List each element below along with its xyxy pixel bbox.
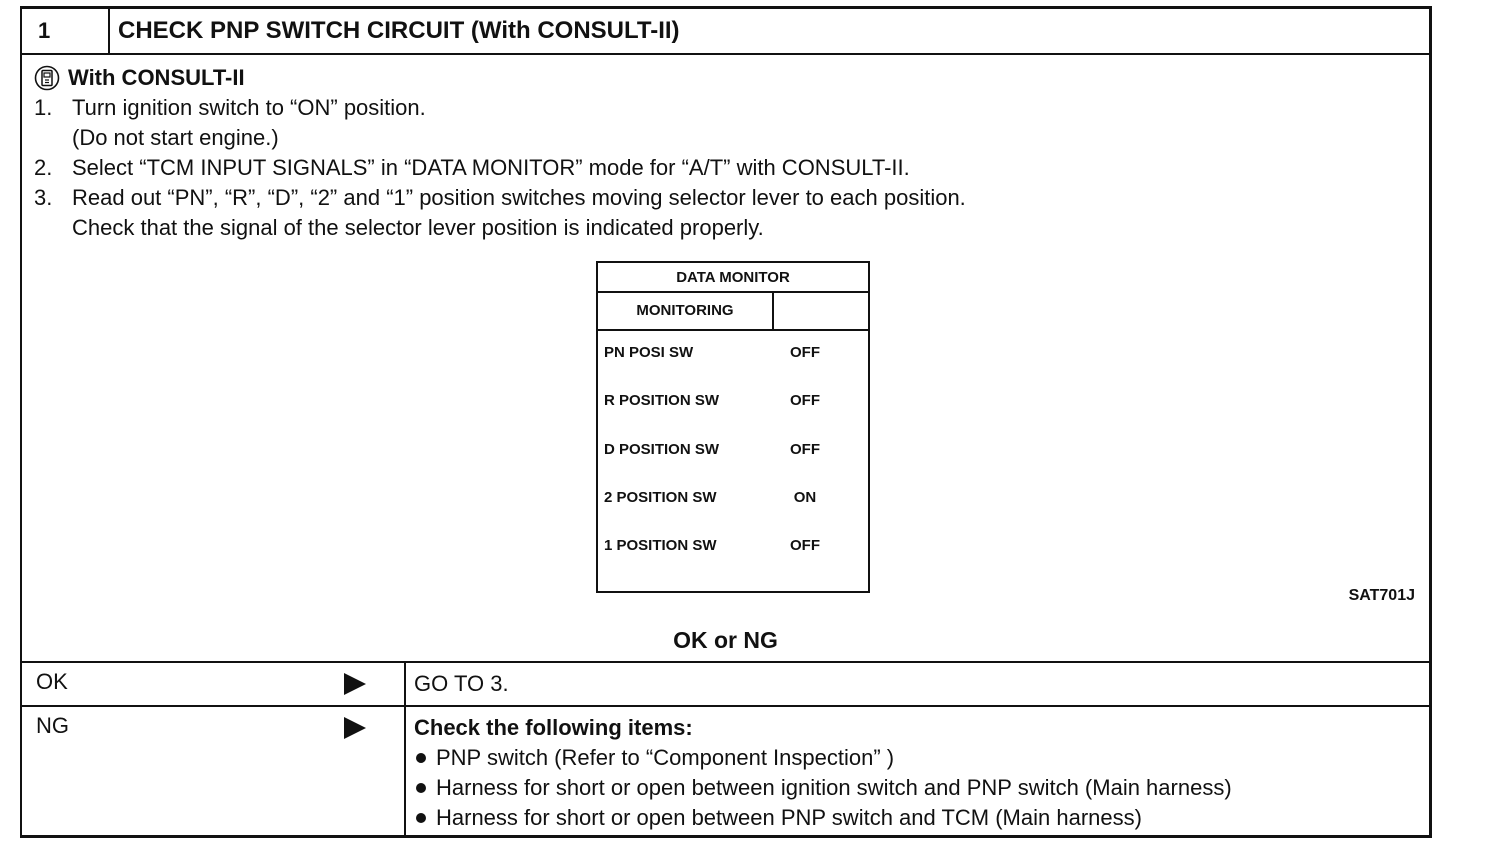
step-3	[34, 183, 966, 213]
ng-check-item	[414, 773, 1232, 803]
monitor-row-2-position-sw	[604, 488, 864, 508]
monitor-row-d-position-sw	[604, 440, 864, 460]
monitor-row-pn-posi-sw	[604, 343, 864, 363]
step-3-text: Read out “PN”, “R”, “D”, “2” and “1” position switches moving selector lever to each position.	[72, 185, 966, 210]
monitor-item-value: OFF	[790, 392, 820, 409]
mode-label: With CONSULT-II	[68, 65, 245, 90]
monitor-item-name: R POSITION SW	[604, 392, 720, 409]
monitor-item-value: OFF	[790, 537, 820, 554]
monitor-item-name: PN POSI SW	[604, 344, 694, 361]
ng-check-item-text: Harness for short or open between ignition switch and PNP switch (Main harness)	[436, 775, 1232, 800]
mode-line	[34, 63, 966, 93]
monitor-row-r-position-sw	[604, 391, 864, 411]
result-ng-content	[414, 713, 1232, 833]
step-2-text: Select “TCM INPUT SIGNALS” in “DATA MONITOR” mode for “A/T” with CONSULT-II.	[72, 155, 910, 180]
monitor-item-value: OFF	[790, 344, 820, 361]
step-3-number: 3.	[34, 185, 53, 210]
monitor-item-name: 1 POSITION SW	[604, 537, 717, 554]
result-row-ng	[22, 705, 1429, 835]
ng-check-item-text: PNP switch (Refer to “Component Inspection” )	[436, 745, 895, 770]
bullet-icon	[416, 753, 426, 763]
consult-tester-icon	[34, 65, 60, 91]
bullet-icon	[416, 813, 426, 823]
column-divider	[404, 707, 406, 835]
step-1-number: 1.	[34, 95, 53, 120]
ng-check-item	[414, 803, 1232, 833]
judgement-label: OK or NG	[673, 627, 778, 653]
step-1-text: Turn ignition switch to “ON” position.	[72, 95, 426, 120]
monitor-row-1-position-sw	[604, 536, 864, 556]
ng-check-item-text: Harness for short or open between PNP switch and TCM (Main harness)	[436, 805, 1142, 830]
result-ng-label: NG	[36, 713, 69, 738]
step-1	[34, 93, 966, 123]
result-ok-label: OK	[36, 669, 68, 694]
arrow-right-icon	[344, 717, 366, 739]
monitor-item-name: D POSITION SW	[604, 441, 720, 458]
procedure-body	[34, 63, 966, 243]
step-2-number: 2.	[34, 155, 53, 180]
procedure-table	[20, 6, 1432, 838]
monitor-item-name: 2 POSITION SW	[604, 489, 717, 506]
monitoring-label: MONITORING	[598, 293, 774, 329]
result-row-ok	[22, 661, 1429, 707]
bullet-icon	[416, 783, 426, 793]
data-monitor-title: DATA MONITOR	[598, 263, 868, 293]
data-monitor-subheader	[598, 293, 868, 331]
header-row	[22, 9, 1429, 55]
ng-heading: Check the following items:	[414, 715, 693, 740]
step-title: CHECK PNP SWITCH CIRCUIT (With CONSULT-II)	[118, 17, 680, 44]
column-divider	[404, 663, 406, 707]
data-monitor-screen	[596, 261, 870, 593]
arrow-right-icon	[344, 673, 366, 695]
ng-check-item	[414, 743, 1232, 773]
monitor-item-value: ON	[793, 489, 817, 506]
step-1-continuation: (Do not start engine.)	[72, 125, 279, 150]
figure-code: SAT701J	[1348, 587, 1415, 604]
step-2	[34, 153, 966, 183]
step-3-continuation: Check that the signal of the selector lever position is indicated properly.	[72, 215, 764, 240]
step-number: 1	[22, 9, 110, 53]
result-ok-action: GO TO 3.	[414, 671, 509, 696]
monitor-item-value: OFF	[790, 441, 820, 458]
